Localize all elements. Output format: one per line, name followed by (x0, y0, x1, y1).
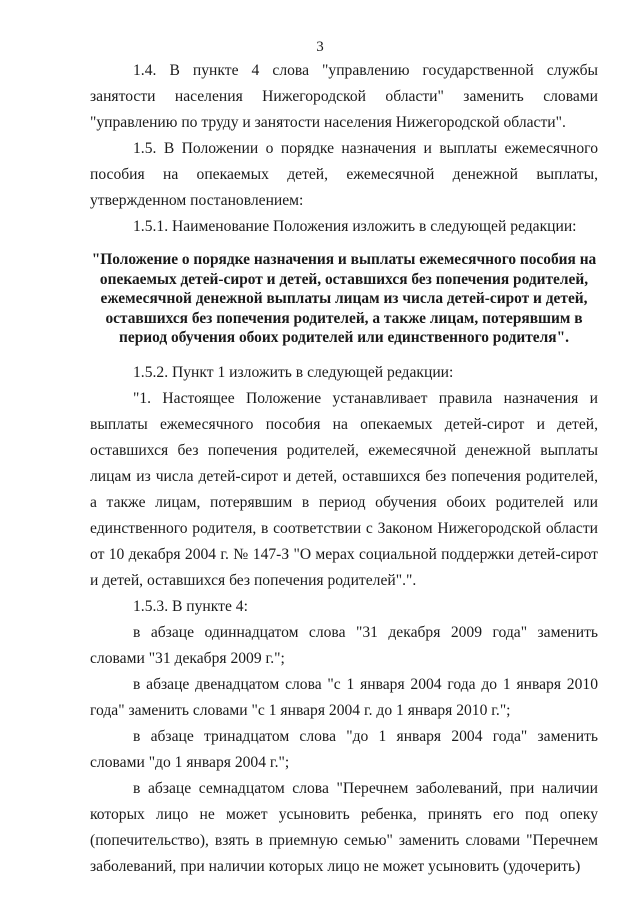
paragraph-abzac-13: в абзаце тринадцатом слова "до 1 января 2004 года" заменить словами "до 1 января 2004 г."; (90, 727, 598, 771)
paragraph-1-4: 1.4. В пункте 4 слова "управлению государственной службы занятости населения Нижегородской области" заменить словами "управлению по труду и занятости населения Нижегородской области". (90, 62, 598, 131)
paragraph-abzac-17: в абзаце семнадцатом слова "Перечнем заболеваний, при наличии которых лицо не может усыновить ребенка, принять его под опеку (попечительство), взять в приемную семью" заменить словами "Перечнем заболеваний, при наличии которых лицо не может усыновить (удочерить) (90, 779, 598, 875)
paragraph-1-5: 1.5. В Положении о порядке назначения и выплаты ежемесячного пособия на опекаемых детей, ежемесячной денежной выплаты, утвержденном постановлением: (90, 140, 598, 209)
paragraph-abzac-11: в абзаце одиннадцатом слова "31 декабря 2009 года" заменить словами "31 декабря 2009 г."; (90, 623, 598, 667)
paragraph-1-5-1: 1.5.1. Наименование Положения изложить в следующей редакции: (133, 218, 577, 235)
paragraph-1-5-2: 1.5.2. Пункт 1 изложить в следующей редакции: (133, 363, 454, 381)
document-body (90, 58, 598, 880)
page-number: 3 (316, 39, 324, 55)
new-title-block: "Положение о порядке назначения и выплаты ежемесячного пособия на опекаемых детей-сирот и детей, оставшихся без попечения родителей, ежемесячной денежной выплаты лицам из числа детей-сирот и детей, оставшихся без попечения родителей, а также лицам, потерявшим в период обучения обоих родителей или единственного родителя". (91, 251, 597, 346)
paragraph-abzac-12: в абзаце двенадцатом слова "с 1 января 2004 года до 1 января 2010 года" заменить словами "с 1 января 2004 г. до 1 января 2010 г."; (90, 675, 598, 719)
paragraph-1-5-3: 1.5.3. В пункте 4: (133, 597, 248, 615)
paragraph-point-1-text: "1. Настоящее Положение устанавливает правила назначения и выплаты ежемесячного пособия на опекаемых детей-сирот и детей, оставшихся без попечения родителей, ежемесячной денежной выплаты лицам из числа детей-сирот и детей, оставшихся без попечения родителей, а также лицам, потерявшим в период обучения обоих родителей или единственного родителя, в соответствии с Законом Нижегородской области от 10 декабря 2004 г. № 147-З "О мерах социальной поддержки детей-сирот и детей, оставшихся без попечения родителей".". (90, 389, 598, 589)
